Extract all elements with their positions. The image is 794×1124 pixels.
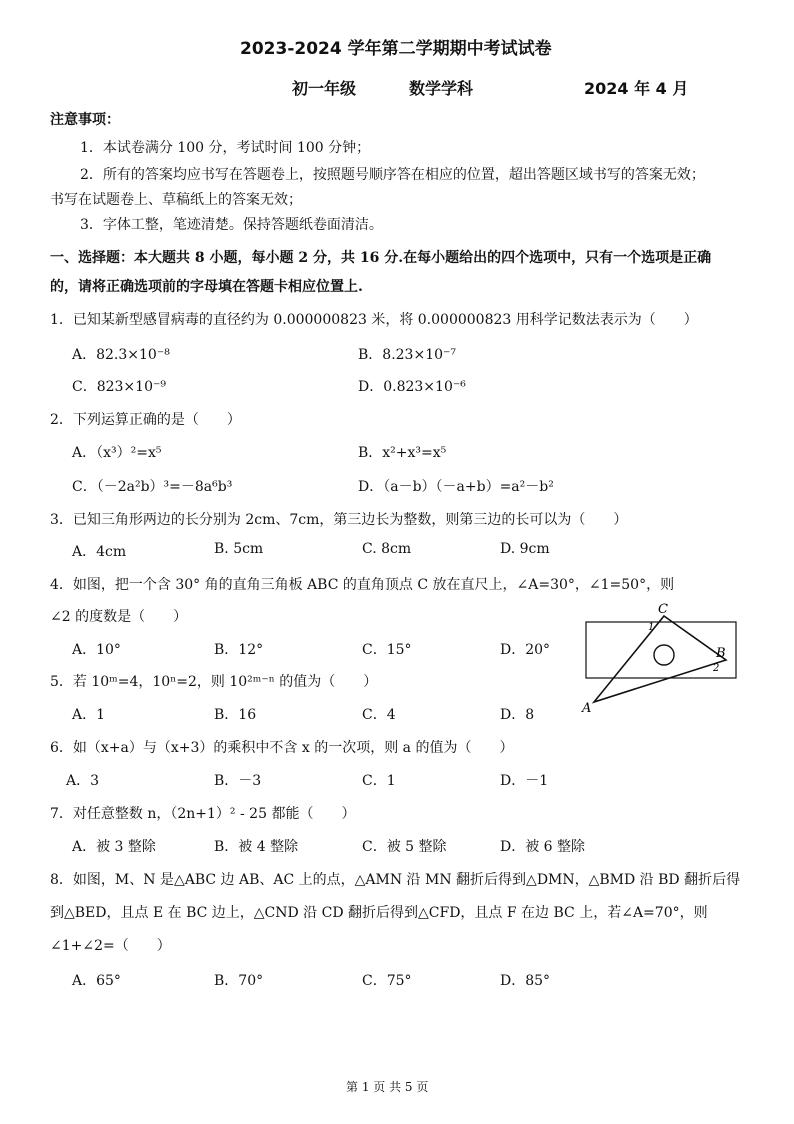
option-b: B．12° xyxy=(214,642,264,658)
option-c: C. 8cm xyxy=(362,541,412,557)
option-a: A．10° xyxy=(72,642,121,658)
option-d: D．8 xyxy=(500,707,535,723)
option-b: B．被 4 整除 xyxy=(214,839,299,855)
option-c: C．（－2a²b）³=－8a⁶b³ xyxy=(72,479,233,495)
question-stem: 到△BED，且点 E 在 BC 边上，△CND 沿 CD 翻折后得到△CFD，且点 F 在边 BC 上，若∠A=70°，则 xyxy=(50,905,708,921)
option-a: A．1 xyxy=(72,707,106,723)
option-d: D．（a－b）（－a+b）=a²－b² xyxy=(358,479,554,495)
question-stem: 4．如图，把一个含 30° 角的直角三角板 ABC 的直角顶点 C 放在直尺上，∠A=30°，∠1=50°，则 xyxy=(50,577,675,593)
option-b: B．x²+x³=x⁵ xyxy=(358,445,447,461)
option-c: C．被 5 整除 xyxy=(362,839,447,855)
option-b: B．8.23×10⁻⁷ xyxy=(358,347,457,363)
option-a: A．3 xyxy=(66,773,100,789)
option-a: A．4cm xyxy=(72,544,127,560)
label-b: B xyxy=(716,646,726,661)
label-angle-1: 1 xyxy=(648,622,655,633)
option-b: B．－3 xyxy=(214,773,262,789)
question-stem: 1．已知某新型感冒病毒的直径约为 0.000000823 米，将 0.000000823 用科学记数法表示为（ ） xyxy=(50,312,698,328)
option-d: D．20° xyxy=(500,642,551,658)
note-item: 书写在试题卷上、草稿纸上的答案无效； xyxy=(50,192,302,208)
section-heading: 一、选择题：本大题共 8 小题，每小题 2 分，共 16 分.在每小题给出的四个选项中，只有一个选项是正确 xyxy=(50,250,712,266)
question-stem: 3．已知三角形两边的长分别为 2cm、7cm，第三边长为整数，则第三边的长可以为（ ） xyxy=(50,512,628,528)
option-d: D．被 6 整除 xyxy=(500,839,586,855)
option-c: C．15° xyxy=(362,642,412,658)
grade-label: 初一年级 xyxy=(292,79,357,98)
option-d: D．85° xyxy=(500,973,551,989)
option-c: C．1 xyxy=(362,773,396,789)
page-footer: 第 1 页 共 5 页 xyxy=(346,1080,429,1094)
label-a: A xyxy=(582,701,592,716)
option-c: C．75° xyxy=(362,973,412,989)
option-d: D．0.823×10⁻⁶ xyxy=(358,379,466,395)
option-a: A．65° xyxy=(72,973,121,989)
option-c: C．4 xyxy=(362,707,396,723)
question-stem: 5．若 10ᵐ=4，10ⁿ=2，则 10²ᵐ⁻ⁿ 的值为（ ） xyxy=(50,674,378,690)
question-stem: 7．对任意整数 n，（2n+1）² - 25 都能（ ） xyxy=(50,806,356,822)
notes-heading: 注意事项： xyxy=(50,112,120,128)
label-angle-2: 2 xyxy=(713,663,720,674)
date-label: 2024 年 4 月 xyxy=(584,79,689,98)
option-a: A．（x³）²=x⁵ xyxy=(72,445,162,461)
question-stem: 8．如图，M、N 是△ABC 边 AB、AC 上的点，△AMN 沿 MN 翻折后得到△DMN，△BMD 沿 BD 翻折后得 xyxy=(50,872,741,888)
triangle-hole xyxy=(654,645,674,665)
question-stem: ∠1+∠2=（ ） xyxy=(50,938,171,954)
option-d: D. 9cm xyxy=(500,541,550,557)
option-b: B. 5cm xyxy=(214,541,264,557)
label-c: C xyxy=(658,602,668,617)
note-item: 2．所有的答案均应书写在答题卷上，按照题号顺序答在相应的位置，超出答题区域书写的答案无效； xyxy=(80,167,705,183)
triangle-abc xyxy=(594,616,726,702)
note-item: 1．本试卷满分 100 分，考试时间 100 分钟； xyxy=(80,140,371,156)
section-heading: 的，请将正确选项前的字母填在答题卡相应位置上. xyxy=(50,279,363,295)
option-d: D．－1 xyxy=(500,773,549,789)
option-c: C．823×10⁻⁹ xyxy=(72,379,166,395)
option-a: A．82.3×10⁻⁸ xyxy=(72,347,170,363)
note-item: 3．字体工整，笔迹清楚。保持答题纸卷面清洁。 xyxy=(80,217,383,233)
question-stem: 6．如（x+a）与（x+3）的乘积中不含 x 的一次项，则 a 的值为（ ） xyxy=(50,740,514,756)
exam-title: 2023-2024 学年第二学期期中考试试卷 xyxy=(240,39,552,59)
option-b: B．16 xyxy=(214,707,257,723)
subject-label: 数学学科 xyxy=(409,79,474,98)
option-a: A．被 3 整除 xyxy=(72,839,156,855)
question-stem: ∠2 的度数是（ ） xyxy=(50,609,188,625)
ruler-triangle-figure xyxy=(576,600,748,716)
option-b: B．70° xyxy=(214,973,264,989)
question-stem: 2．下列运算正确的是（ ） xyxy=(50,412,241,428)
